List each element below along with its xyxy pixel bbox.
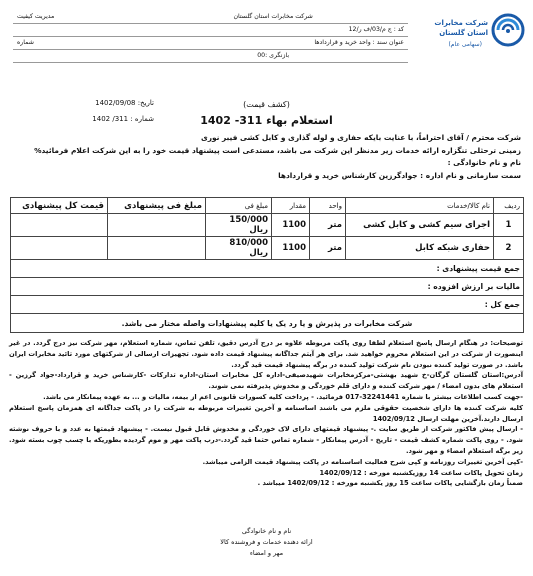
intro-text <box>11 132 521 182</box>
document-number: شماره : 311/ 1402 <box>92 115 154 123</box>
signature-role: ارائه دهنده خدمات و فروشنده کالا <box>220 538 313 546</box>
row-unit: متر <box>310 214 346 237</box>
row-price: 810/000 ریال <box>206 237 272 260</box>
col-row: ردیف <box>494 198 524 214</box>
header-quality: مدیریت کیفیت <box>13 10 138 23</box>
note-paragraph: آدرس:استان گلستان گرگان-خ شهید بهشتی-مرکزمخابرات شهیدصیفی-اداره کل مخابرات استان-اداره تدارکات -کارشناس خرید و قرارداد-جواد گرزین - استعلام های بدون امضاء / مهر شرکت کننده و دارای قلم خوردگی و مخدوش پذیرفته نمی شوند. <box>9 371 523 391</box>
row-unit: متر <box>310 237 346 260</box>
sum-offer-label: جمع قیمت پیشنهادی : <box>11 260 524 278</box>
row-offer-total[interactable] <box>11 214 108 237</box>
intro-line-4: سمت سازمانی و نام اداره : جوادگرزین کارشناس خرید و قراردادها <box>278 170 521 180</box>
col-qty: مقدار <box>272 198 310 214</box>
row-name: حفاری شبکه کابل <box>346 237 494 260</box>
table-row <box>11 214 524 237</box>
items-table <box>10 197 524 333</box>
notes-section <box>9 338 523 489</box>
final-note: شرکت مخابرات در پذیرش و یا رد یک یا کلیه پیشنهادات واصله مختار می باشد. <box>11 314 524 333</box>
header-revision: بازنگری :00 <box>138 49 408 62</box>
col-name: نام کالا/خدمات <box>346 198 494 214</box>
company-logo <box>416 8 526 58</box>
document-header <box>8 6 526 64</box>
total-row <box>11 296 524 314</box>
intro-line-1: شرکت محترم / آقای احتراماً، با عنایت بایکه حفاری و لوله گذاری و کابل کشی فیبر نوری <box>200 133 521 142</box>
header-code: کد : ج م/03/ف ر/12 <box>138 23 408 36</box>
note-paragraph: - ارسال پیش فاکتور شرکت از طریق سایت .- پیشنهاد قیمتهای دارای لاک خوردگی و مخدوش قابل قبول نیست. - پیشنهاد قیمتها به عدد و با حروف نوشته شود. - روی پاکت شماره کشف قیمت - تاریخ - آدرس پیمانکار - شماره تماس حتما قید گردد.-درب پاکت مهر و موم گردیده بطوریکه با چسب چوب بسته شود. زیر برگه استعلام امضاء و مهر شود. <box>9 425 523 455</box>
document-subtitle: (کشف قیمت) <box>243 100 290 109</box>
note-paragraph: -کپی آخرین تغییرات روزنامه و کپی شرح فعالیت اساسنامه در پاکت پیشنهاد قیمت الزامی میباشد. <box>202 457 523 466</box>
note-paragraph: ضمناً زمان بازگشایی پاکات ساعت 15 روز یکشنبه مورخه : 1402/09/12 میباشد . <box>257 479 523 488</box>
telecom-logo-icon <box>490 10 526 54</box>
col-price: مبلغ فی <box>206 198 272 214</box>
row-qty: 1100 <box>272 214 310 237</box>
sum-offer-row <box>11 260 524 278</box>
vat-label: مالیات بر ارزش افزوده : <box>11 278 524 296</box>
note-paragraph: کلیه شرکت کننده ها دارای شخصیت حقوقی ملزم می باشند اساسنامه و آخرین تغییرات مربوطه به شرکت را در پاکت جداگانه ای همزمان پاسخ استعلام ارسال دارند.آخرین مهلت ارسال 1402/09/12 <box>9 403 523 423</box>
vat-row <box>11 278 524 296</box>
note-paragraph: زمان تحویل پاکات ساعت 14 روزیکشنبه مورخه : 1402/09/12 <box>319 468 523 477</box>
note-paragraph: -جهت کسب اطلاعات بیشتر با شماره 32241441-017 فرمائید. - پرداخت کلیه کسورات قانونی اعم از بیمه، مالیات و ... به عهده پیمانکار می باشد. <box>43 392 523 401</box>
col-unit: واحد <box>310 198 346 214</box>
signature-block <box>0 526 533 559</box>
header-number-label: شماره <box>13 36 138 49</box>
intro-line-3: نام و نام خانوادگی : <box>447 158 521 167</box>
logo-subtitle: (سهامی عام) <box>448 41 482 48</box>
total-label: جمع کل : <box>11 296 524 314</box>
intro-line-2: زمینی ترحثلی تنگزاره ارائه خدمات زیر مدنظر این شرکت می باشد، مستدعی است پیشنهاد قیمت خود را به این شرکت اعلام فرمائید% <box>34 145 521 155</box>
row-no: 2 <box>494 237 524 260</box>
signature-stamp: مهر و امضاء <box>249 549 284 557</box>
row-no: 1 <box>494 214 524 237</box>
row-qty: 1100 <box>272 237 310 260</box>
table-row <box>11 237 524 260</box>
document-date: تاریخ: 1402/09/08 <box>95 99 154 107</box>
table-header-row <box>11 198 524 214</box>
col-offer-unit: مبلغ فی پیشنهادی <box>108 198 206 214</box>
row-offer-unit[interactable] <box>108 237 206 260</box>
row-price: 150/000 ریال <box>206 214 272 237</box>
row-name: اجرای سیم کشی و کابل کشی <box>346 214 494 237</box>
logo-text: شرکت مخابرات استان گلستان <box>434 19 488 37</box>
header-company: شرکت مخابرات استان گلستان <box>138 10 408 23</box>
document-title: استعلام بهاء 311- 1402 <box>200 114 333 127</box>
final-note-row <box>11 314 524 333</box>
header-info-table <box>13 10 408 63</box>
col-offer-total: قیمت کل پیشنهادی <box>11 198 108 214</box>
row-offer-total[interactable] <box>11 237 108 260</box>
row-offer-unit[interactable] <box>108 214 206 237</box>
header-form-title: عنوان سند : واحد خرید و قراردادها <box>138 36 408 49</box>
note-paragraph: توضیحات: در هنگام ارسال پاسخ استعلام لطفا روی پاکت مربوطه علاوه بر درج آدرس دقیق، تلفن تماس، شماره استعلام، مهر شرکت نیز درج گردد. در غیر اینصورت از شرکت در این استعلام محروم خواهید شد. برای هر آیتم جداگانه پیشنهاد قیمت داده شود. تجهیزات ارسالی از شرکتهای مورد تائید مخابرات ایران باشد. در صورت تولید کننده نبودن نام شرکت تولید کننده در برگه پیشنهاد قیمت قید گردد. <box>9 339 523 369</box>
signature-name: نام و نام خانوادگی <box>241 527 292 535</box>
